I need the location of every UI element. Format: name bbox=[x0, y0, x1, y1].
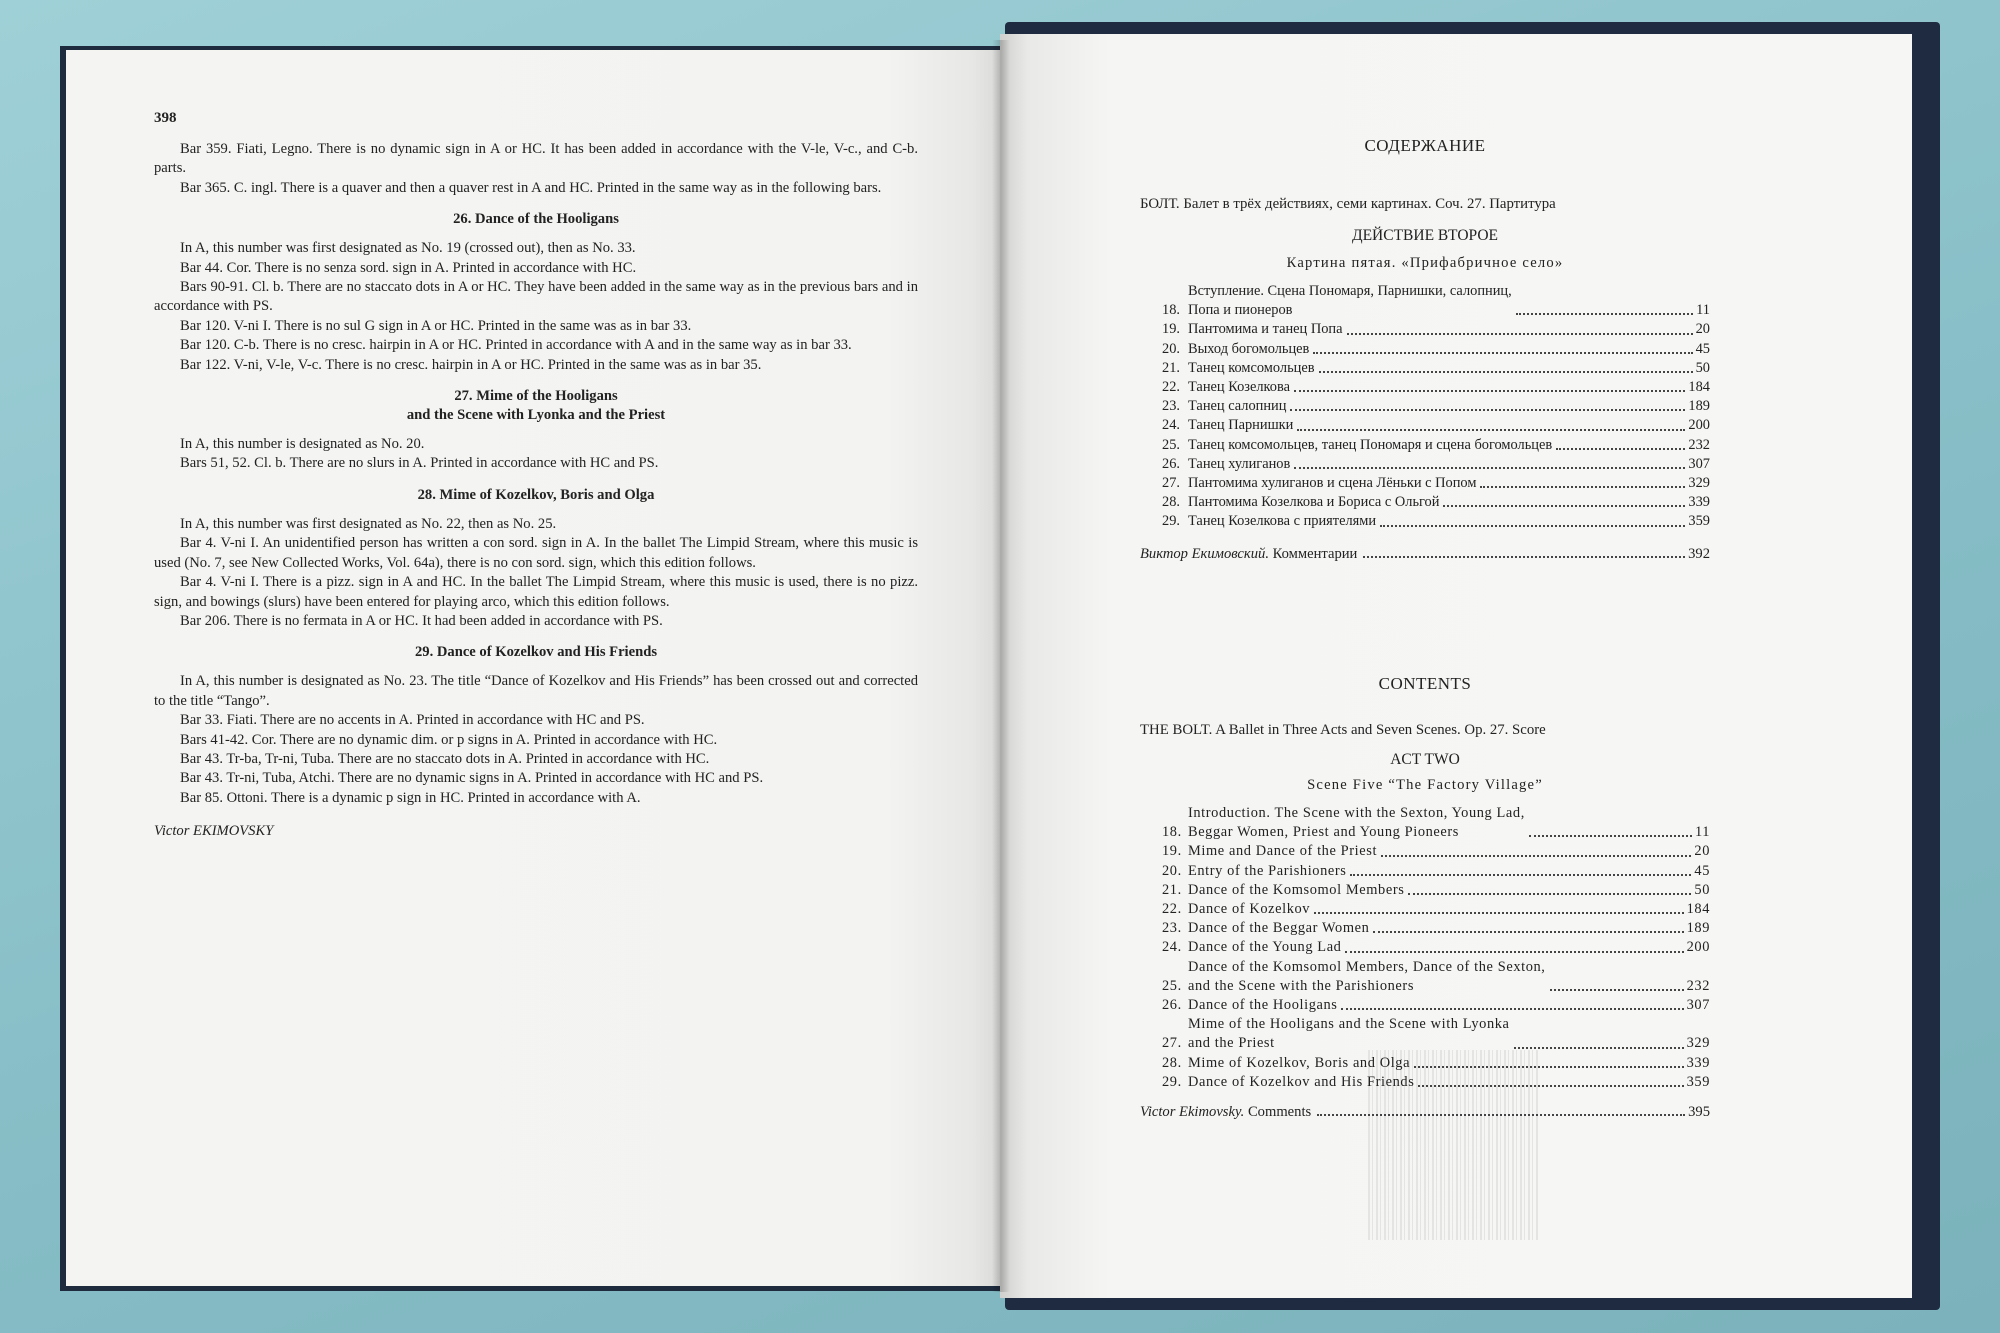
leader-dots bbox=[1414, 1066, 1684, 1068]
paragraph: In A, this number was first designated as No. 19 (crossed out), then as No. 33. bbox=[180, 240, 636, 257]
leader-dots bbox=[1319, 371, 1693, 373]
toc-entry[interactable] bbox=[1162, 1073, 1710, 1092]
section-heading-line: and the Scene with Lyonka and the Priest bbox=[406, 407, 666, 424]
toc-title-wrap bbox=[1188, 958, 1687, 996]
toc-page: 359 bbox=[1686, 1073, 1710, 1090]
toc-number: 27. bbox=[1162, 475, 1180, 492]
toc-title: Танец комсомольцев bbox=[1188, 359, 1315, 376]
leader-dots bbox=[1290, 409, 1685, 411]
paragraph: Bars 90-91. Cl. b. There are no staccato dots in A or HC. They have been added in the same way as in the previous bars and in accordance with PS. bbox=[154, 279, 918, 315]
toc-page: 184 bbox=[1686, 901, 1710, 918]
commentary-text bbox=[154, 140, 918, 842]
paragraph: Bar 120. V-ni I. There is no sul G sign in A or HC. Printed in the same was as in bar 33. bbox=[180, 317, 692, 334]
toc-entry[interactable] bbox=[1162, 1054, 1710, 1073]
leader-dots bbox=[1363, 556, 1685, 558]
contents-title-ru: СОДЕРЖАНИЕ bbox=[1364, 136, 1486, 155]
paragraph: Bars 41-42. Cor. There are no dynamic dim. or p signs in A. Printed in accordance with HC. bbox=[180, 731, 718, 748]
toc-page: 232 bbox=[1688, 436, 1710, 453]
toc-page: 45 bbox=[1695, 340, 1710, 357]
toc-title-wrap bbox=[1188, 282, 1696, 320]
leader-dots bbox=[1529, 835, 1692, 837]
toc-title: Entry of the Parishioners bbox=[1188, 862, 1347, 879]
toc-number: 28. bbox=[1162, 1054, 1182, 1071]
contents-russian bbox=[1140, 136, 1710, 563]
toc-entry[interactable] bbox=[1162, 436, 1710, 455]
toc-title: Танец Козелкова bbox=[1188, 379, 1290, 396]
toc-entry[interactable] bbox=[1162, 881, 1710, 900]
toc-title-wrap bbox=[1188, 378, 1688, 397]
section-heading-line: 27. Mime of the Hooligans bbox=[454, 388, 618, 405]
toc-title: Mime of the Hooligans and the Scene with Lyonka and the Priest bbox=[1188, 1016, 1510, 1052]
toc-title-wrap bbox=[1188, 416, 1688, 435]
toc-page: 50 bbox=[1694, 881, 1710, 898]
toc-title: Выход богомольцев bbox=[1188, 340, 1310, 357]
leader-dots bbox=[1556, 448, 1685, 450]
section-heading bbox=[154, 387, 918, 425]
toc-number: 23. bbox=[1162, 920, 1182, 937]
toc-title-wrap bbox=[1188, 996, 1687, 1015]
toc-page: 50 bbox=[1695, 359, 1710, 376]
toc-entry[interactable] bbox=[1162, 958, 1710, 996]
work-title-en: THE BOLT. A Ballet in Three Acts and Seven Scenes. Op. 27. Score bbox=[1140, 722, 1546, 738]
toc-page: 329 bbox=[1686, 1035, 1710, 1052]
toc-entry[interactable] bbox=[1162, 493, 1710, 512]
toc-title: Пантомима Козелкова и Бориса с Ольгой bbox=[1188, 494, 1440, 511]
toc-number: 26. bbox=[1162, 455, 1180, 472]
toc-list-ru bbox=[1140, 282, 1710, 532]
toc-number: 29. bbox=[1162, 1073, 1182, 1090]
toc-page: 307 bbox=[1686, 997, 1710, 1014]
toc-page: 184 bbox=[1688, 379, 1710, 396]
comments-author-ru: Виктор Екимовский. bbox=[1140, 545, 1269, 562]
toc-title: Танец Козелкова с приятелями bbox=[1188, 513, 1377, 530]
paragraph: Bar 85. Ottoni. There is a dynamic p sign in HC. Printed in accordance with A. bbox=[180, 789, 641, 806]
paragraph: Bar 365. C. ingl. There is a quaver and then a quaver rest in A and HC. Printed in the same way as in the following bars. bbox=[180, 179, 882, 196]
toc-page: 20 bbox=[1695, 321, 1710, 338]
leader-dots bbox=[1341, 1008, 1683, 1010]
paragraph: Bars 51, 52. Cl. b. There are no slurs in A. Printed in accordance with HC and PS. bbox=[180, 455, 659, 472]
leader-dots bbox=[1313, 352, 1692, 354]
toc-title: Dance of the Beggar Women bbox=[1188, 920, 1370, 937]
section-heading bbox=[154, 486, 918, 505]
toc-title-wrap bbox=[1188, 397, 1688, 416]
toc-title: Dance of the Hooligans bbox=[1188, 997, 1338, 1014]
comments-label-ru: Комментарии bbox=[1272, 545, 1358, 562]
paragraph: Bar 122. V-ni, V-le, V-c. There is no cresc. hairpin in A or HC. Printed in the same was as in bar 35. bbox=[180, 356, 762, 373]
signature: Victor EKIMOVSKY bbox=[154, 823, 274, 840]
book-gutter bbox=[992, 40, 1010, 1292]
contents-title-en: CONTENTS bbox=[1378, 674, 1472, 693]
section-heading-line: 28. Mime of Kozelkov, Boris and Olga bbox=[417, 486, 655, 503]
toc-entry[interactable] bbox=[1162, 938, 1710, 957]
toc-title-wrap bbox=[1188, 1054, 1687, 1073]
toc-title-wrap bbox=[1188, 340, 1696, 359]
toc-title: Dance of Kozelkov and His Friends bbox=[1188, 1073, 1415, 1090]
page-number: 398 bbox=[154, 110, 177, 126]
toc-page: 307 bbox=[1688, 455, 1710, 472]
comments-label-en: Comments bbox=[1247, 1104, 1312, 1121]
toc-number: 18. bbox=[1162, 824, 1182, 841]
leader-dots bbox=[1317, 1114, 1685, 1116]
toc-page: 200 bbox=[1686, 939, 1710, 956]
toc-number: 25. bbox=[1162, 436, 1180, 453]
toc-number: 25. bbox=[1162, 977, 1182, 994]
toc-title: Mime and Dance of the Priest bbox=[1188, 843, 1378, 860]
toc-title: Introduction. The Scene with the Sexton, Young Lad, Beggar Women, Priest and Young Pioneers bbox=[1188, 805, 1525, 841]
toc-title-wrap bbox=[1188, 320, 1696, 339]
paragraph: In A, this number is designated as No. 20. bbox=[180, 436, 425, 453]
toc-title-wrap bbox=[1188, 862, 1694, 881]
toc-title-wrap bbox=[1188, 1073, 1687, 1092]
toc-title-wrap bbox=[1188, 1015, 1687, 1053]
toc-page: 45 bbox=[1694, 862, 1710, 879]
leader-dots bbox=[1347, 333, 1693, 335]
toc-number: 18. bbox=[1162, 302, 1180, 319]
contents-english bbox=[1140, 674, 1710, 1121]
toc-title: Пантомима и танец Попа bbox=[1188, 321, 1343, 338]
leader-dots bbox=[1418, 1085, 1683, 1087]
toc-number: 27. bbox=[1162, 1035, 1182, 1052]
toc-entry[interactable] bbox=[1162, 455, 1710, 474]
leader-dots bbox=[1514, 1047, 1684, 1049]
toc-number: 19. bbox=[1162, 843, 1182, 860]
toc-title-wrap bbox=[1188, 474, 1688, 493]
leader-dots bbox=[1443, 505, 1685, 507]
toc-title-wrap bbox=[1188, 804, 1695, 842]
leader-dots bbox=[1550, 989, 1684, 991]
section-heading bbox=[154, 643, 918, 662]
toc-number: 21. bbox=[1162, 359, 1180, 376]
toc-entry[interactable] bbox=[1162, 919, 1710, 938]
toc-entry[interactable] bbox=[1162, 378, 1710, 397]
toc-entry[interactable] bbox=[1162, 842, 1710, 861]
toc-title: Dance of Kozelkov bbox=[1188, 901, 1311, 918]
paragraph: Bar 206. There is no fermata in A or HC. It had been added in accordance with PS. bbox=[180, 612, 663, 629]
toc-page: 339 bbox=[1686, 1054, 1710, 1071]
leader-dots bbox=[1516, 313, 1693, 315]
paragraph: In A, this number is designated as No. 23. The title “Dance of Kozelkov and His Friends” has been crossed out and corrected to the title “Tango”. bbox=[154, 673, 918, 709]
toc-number: 28. bbox=[1162, 494, 1180, 511]
leader-dots bbox=[1408, 893, 1691, 895]
comments-entry-ru[interactable] bbox=[1140, 546, 1710, 563]
paragraph: Bar 43. Tr-ba, Tr-ni, Tuba. There are no staccato dots in A. Printed in accordance with HC. bbox=[180, 750, 710, 767]
toc-title-wrap bbox=[1188, 359, 1696, 378]
toc-number: 21. bbox=[1162, 881, 1182, 898]
paragraph: Bar 44. Cor. There is no senza sord. sign in A. Printed in accordance with HC. bbox=[180, 259, 637, 276]
toc-entry[interactable] bbox=[1162, 416, 1710, 435]
toc-entry[interactable] bbox=[1162, 804, 1710, 842]
toc-page: 359 bbox=[1688, 513, 1710, 530]
toc-number: 26. bbox=[1162, 997, 1182, 1014]
toc-entry[interactable] bbox=[1162, 320, 1710, 339]
toc-title: Вступление. Сцена Пономаря, Парнишки, салопниц, Попа и пионеров bbox=[1188, 283, 1512, 319]
scene-heading-ru: Картина пятая. «Прифабричное село» bbox=[1286, 255, 1564, 271]
act-heading-en: ACT TWO bbox=[1390, 751, 1460, 768]
toc-entry[interactable] bbox=[1162, 862, 1710, 881]
leader-dots bbox=[1314, 912, 1684, 914]
toc-page: 189 bbox=[1688, 398, 1710, 415]
toc-entry[interactable] bbox=[1162, 397, 1710, 416]
section-heading-line: 29. Dance of Kozelkov and His Friends bbox=[414, 644, 657, 661]
toc-number: 22. bbox=[1162, 379, 1180, 396]
toc-page: 339 bbox=[1688, 494, 1710, 511]
leader-dots bbox=[1350, 874, 1691, 876]
section-heading bbox=[154, 210, 918, 229]
toc-entry[interactable] bbox=[1162, 512, 1710, 531]
leader-dots bbox=[1294, 467, 1685, 469]
comments-author-en: Victor Ekimovsky. bbox=[1140, 1104, 1245, 1121]
toc-number: 24. bbox=[1162, 417, 1180, 434]
paragraph: Bar 33. Fiati. There are no accents in A. Printed in accordance with HC and PS. bbox=[180, 712, 645, 729]
paragraph: In A, this number was first designated as No. 22, then as No. 25. bbox=[180, 515, 557, 532]
toc-title-wrap bbox=[1188, 919, 1687, 938]
toc-number: 19. bbox=[1162, 321, 1180, 338]
toc-title: Dance of the Komsomol Members bbox=[1188, 881, 1405, 898]
toc-number: 22. bbox=[1162, 901, 1182, 918]
toc-page: 200 bbox=[1688, 417, 1710, 434]
work-title-ru: БОЛТ. Балет в трёх действиях, семи картинах. Соч. 27. Партитура bbox=[1140, 196, 1556, 212]
toc-title: Dance of the Komsomol Members, Dance of the Sexton, and the Scene with the Parishioners bbox=[1188, 958, 1546, 994]
paragraph: Bar 359. Fiati, Legno. There is no dynamic sign in A or HC. It has been added in accordance with the V-le, V-c., and C-b. parts. bbox=[154, 141, 918, 177]
toc-page: 189 bbox=[1686, 920, 1710, 937]
leader-dots bbox=[1381, 855, 1691, 857]
comments-page-ru: 392 bbox=[1688, 545, 1710, 562]
toc-entry[interactable] bbox=[1162, 282, 1710, 320]
toc-title: Пантомима хулиганов и сцена Лёньки с Попом bbox=[1188, 475, 1477, 492]
toc-title-wrap bbox=[1188, 455, 1688, 474]
toc-page: 232 bbox=[1686, 977, 1710, 994]
paragraph: Bar 4. V-ni I. There is a pizz. sign in A and HC. In the ballet The Limpid Stream, where this music is used, there is no pizz. sign, and bowings (slurs) have been entered for playing arco, which this edition follows. bbox=[154, 574, 918, 610]
toc-entry[interactable] bbox=[1162, 340, 1710, 359]
toc-title-wrap bbox=[1188, 512, 1688, 531]
toc-title: Танец комсомольцев, танец Пономаря и сцена богомольцев bbox=[1188, 436, 1553, 453]
toc-list-en bbox=[1140, 804, 1710, 1092]
toc-title: Mime of Kozelkov, Boris and Olga bbox=[1188, 1054, 1411, 1071]
toc-entry[interactable] bbox=[1162, 900, 1710, 919]
toc-entry[interactable] bbox=[1162, 996, 1710, 1015]
toc-entry[interactable] bbox=[1162, 1015, 1710, 1053]
leader-dots bbox=[1297, 429, 1685, 431]
toc-title-wrap bbox=[1188, 938, 1687, 957]
leader-dots bbox=[1294, 390, 1685, 392]
act-heading-ru: ДЕЙСТВИЕ ВТОРОЕ bbox=[1352, 227, 1498, 244]
leader-dots bbox=[1480, 486, 1685, 488]
toc-title: Танец хулиганов bbox=[1188, 455, 1291, 472]
toc-title: Танец салопниц bbox=[1188, 398, 1287, 415]
scene-heading-en: Scene Five “The Factory Village” bbox=[1307, 777, 1543, 793]
toc-title: Dance of the Young Lad bbox=[1188, 939, 1342, 956]
leader-dots bbox=[1380, 525, 1685, 527]
toc-number: 20. bbox=[1162, 862, 1182, 879]
toc-page: 11 bbox=[1696, 302, 1710, 319]
leader-dots bbox=[1373, 931, 1683, 933]
toc-title-wrap bbox=[1188, 493, 1688, 512]
comments-page-en: 395 bbox=[1688, 1104, 1710, 1121]
toc-entry[interactable] bbox=[1162, 359, 1710, 378]
toc-number: 24. bbox=[1162, 939, 1182, 956]
toc-entry[interactable] bbox=[1162, 474, 1710, 493]
toc-page: 20 bbox=[1694, 843, 1710, 860]
leader-dots bbox=[1345, 951, 1683, 953]
toc-title: Танец Парнишки bbox=[1188, 417, 1294, 434]
toc-title-wrap bbox=[1188, 842, 1694, 861]
toc-title-wrap bbox=[1188, 900, 1687, 919]
comments-entry-en[interactable] bbox=[1140, 1104, 1710, 1121]
paragraph: Bar 4. V-ni I. An unidentified person has written a con sord. sign in A. In the ballet The Limpid Stream, where this music is used (No. 7, see New Collected Works, Vol. 64a), there is no con sord. sign, which this edition follows. bbox=[154, 535, 918, 571]
paragraph: Bar 120. C-b. There is no cresc. hairpin in A or HC. Printed in accordance with A and in the same way as in bar 33. bbox=[180, 337, 852, 354]
toc-number: 29. bbox=[1162, 513, 1180, 530]
section-heading-line: 26. Dance of the Hooligans bbox=[453, 211, 619, 228]
toc-title-wrap bbox=[1188, 436, 1688, 455]
toc-page: 11 bbox=[1694, 824, 1710, 841]
toc-page: 329 bbox=[1688, 475, 1710, 492]
paragraph: Bar 43. Tr-ni, Tuba, Atchi. There are no dynamic signs in A. Printed in accordance with HC and PS. bbox=[180, 770, 764, 787]
toc-number: 23. bbox=[1162, 398, 1180, 415]
toc-number: 20. bbox=[1162, 340, 1180, 357]
toc-title-wrap bbox=[1188, 881, 1694, 900]
